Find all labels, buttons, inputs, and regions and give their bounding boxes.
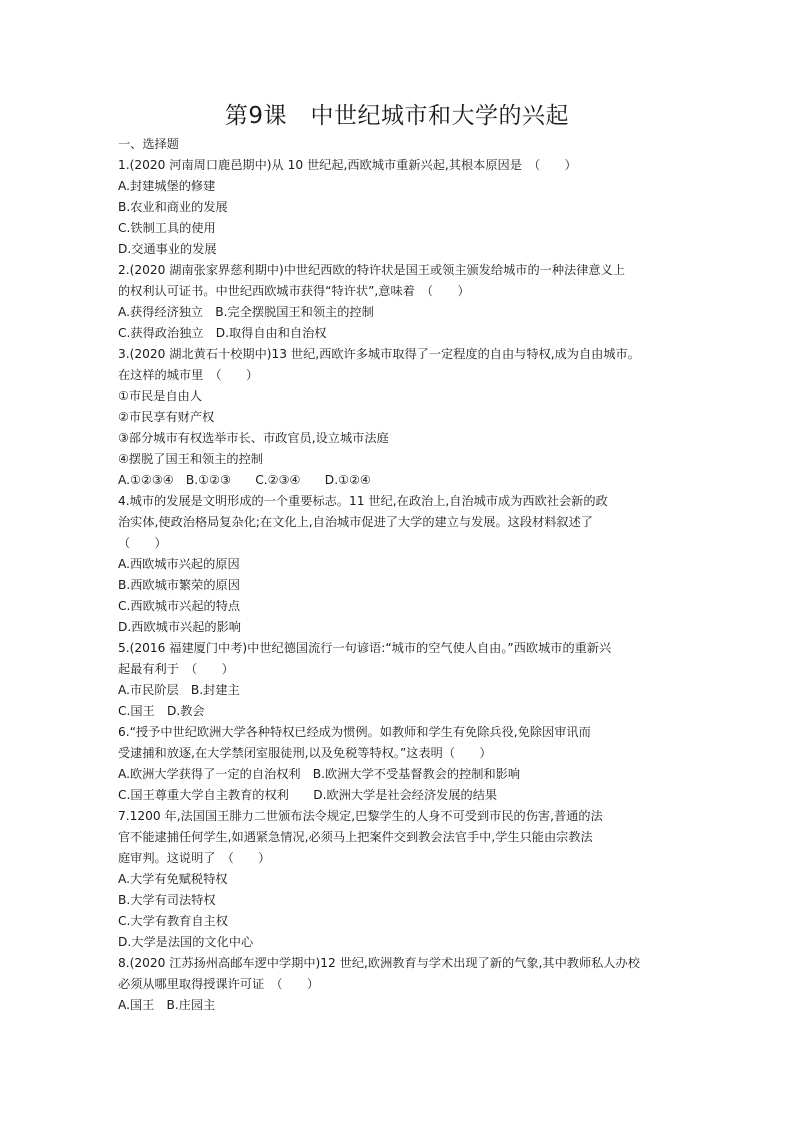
- text-line: 必须从哪里取得授课许可证 （ ）: [118, 977, 320, 991]
- text-line: D.西欧城市兴起的影响: [118, 620, 241, 634]
- text-line: A.①②③④ B.①②③ C.②③④ D.①②④: [118, 473, 371, 487]
- text-line: 6.“授予中世纪欧洲大学各种特权已经成为惯例。如教师和学生有免除兵役,免除因审讯而: [118, 725, 591, 739]
- text-line: 3.(2020 湖北黄石十校期中)13 世纪,西欧许多城市取得了一定程度的自由与特权,成为自由城市。: [118, 347, 640, 361]
- text-line: ④摆脱了国王和领主的控制: [118, 452, 263, 466]
- text-line: 2.(2020 湖南张家界慈利期中)中世纪西欧的特许状是国王或领主颁发给城市的一种法律意义上: [118, 263, 625, 277]
- text-line: A.国王 B.庄园主: [118, 998, 216, 1012]
- text-line: 的权利认可证书。中世纪西欧城市获得“特许状”,意味着 （ ）: [118, 284, 470, 298]
- text-line: D.大学是法国的文化中心: [118, 935, 254, 949]
- text-line: （ ）: [118, 536, 167, 550]
- text-line: ①市民是自由人: [118, 389, 203, 403]
- text-line: 4.城市的发展是文明形成的一个重要标志。11 世纪,在政治上,自治城市成为西欧社会新的政: [118, 494, 608, 508]
- text-line: B.西欧城市繁荣的原因: [118, 578, 240, 592]
- text-line: D.交通事业的发展: [118, 242, 217, 256]
- text-line: 起最有利于 （ ）: [118, 662, 234, 676]
- text-line: C.西欧城市兴起的特点: [118, 599, 241, 613]
- exercise-content: [118, 134, 684, 1016]
- text-line: A.市民阶层 B.封建主: [118, 683, 240, 697]
- text-line: 8.(2020 江苏扬州高邮车逻中学期中)12 世纪,欧洲教育与学术出现了新的气象,其中教师私人办校: [118, 956, 640, 970]
- text-line: 5.(2016 福建厦门中考)中世纪德国流行一句谚语:“城市的空气使人自由。”西欧城市的重新兴: [118, 641, 612, 655]
- text-line: A.封建城堡的修建: [118, 179, 216, 193]
- text-line: 庭审判。这说明了 （ ）: [118, 851, 271, 865]
- text-line: 治实体,使政治格局复杂化;在文化上,自治城市促进了大学的建立与发展。这段材料叙述了: [118, 515, 593, 529]
- text-line: B.农业和商业的发展: [118, 200, 228, 214]
- text-line: A.西欧城市兴起的原因: [118, 557, 240, 571]
- text-line: A.欧洲大学获得了一定的自治权利 B.欧洲大学不受基督教会的控制和影响: [118, 767, 521, 781]
- text-line: C.获得政治独立 D.取得自由和自治权: [118, 326, 327, 340]
- text-line: C.国王 D.教会: [118, 704, 205, 718]
- text-line: 1.(2020 河南周口鹿邑期中)从 10 世纪起,西欧城市重新兴起,其根本原因是 （ ）: [118, 158, 577, 172]
- section-heading: 一、选择题: [118, 137, 179, 151]
- text-line: C.铁制工具的使用: [118, 221, 216, 235]
- text-line: 官不能逮捕任何学生,如遇紧急情况,必须马上把案件交到教会法官手中,学生只能由宗教法: [118, 830, 593, 844]
- text-line: ③部分城市有权选举市长、市政官员,设立城市法庭: [118, 431, 389, 445]
- lesson-title: 第9课 中世纪城市和大学的兴起: [224, 103, 570, 129]
- text-line: 受逮捕和放逐,在大学禁闭室服徒刑,以及免税等特权。”这表明（ ）: [118, 746, 492, 760]
- text-line: A.大学有免赋税特权: [118, 872, 228, 886]
- text-line: ②市民享有财产权: [118, 410, 215, 424]
- text-line: 在这样的城市里 （ ）: [118, 368, 259, 382]
- text-line: C.国王尊重大学自主教育的权利 D.欧洲大学是社会经济发展的结果: [118, 788, 498, 802]
- text-line: B.大学有司法特权: [118, 893, 216, 907]
- text-line: C.大学有教育自主权: [118, 914, 228, 928]
- text-line: 7.1200 年,法国国王腓力二世颁布法令规定,巴黎学生的人身不可受到市民的伤害,普通的法: [118, 809, 603, 823]
- text-line: A.获得经济独立 B.完全摆脱国王和领主的控制: [118, 305, 374, 319]
